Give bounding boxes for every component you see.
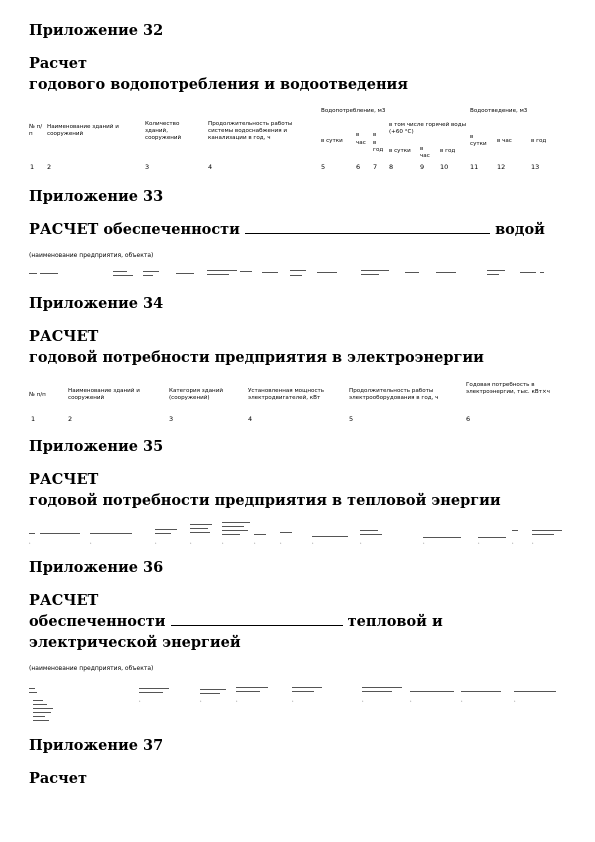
tiny-rule [190, 532, 210, 533]
num-5: 5 [321, 163, 326, 171]
tiny-rule [540, 272, 544, 273]
tiny-rule [139, 688, 169, 689]
tiny-rule [200, 689, 226, 690]
tiny-rule [33, 708, 53, 709]
appendix-35-title-line1: РАСЧЕТ [29, 471, 99, 488]
tiny-rule [461, 691, 501, 692]
appendix-34-title-line1: РАСЧЕТ [29, 328, 99, 345]
tiny-rule [29, 533, 35, 534]
tiny-rule [532, 534, 554, 535]
appendix-37-title-line1: Расчет [29, 770, 87, 787]
tiny-rule [236, 687, 268, 688]
col-hot-header: в том числе горячей воды (+60 °С) [389, 122, 467, 135]
num-9: 9 [420, 163, 425, 171]
num-3: 3 [169, 415, 174, 423]
tiny-rule [362, 687, 402, 688]
col-duration-header: Продолжительность работы системы водоснабжения и канализации в год, ч [208, 121, 293, 141]
tiny-num: • [222, 542, 224, 545]
col-header: № п/п [29, 392, 46, 398]
tiny-rule [29, 688, 35, 689]
tiny-rule [254, 534, 266, 535]
tiny-num: • [200, 700, 202, 703]
tiny-rule [532, 530, 562, 531]
tiny-rule [190, 524, 212, 525]
tiny-rule [360, 534, 382, 535]
appendix-33-title [29, 219, 545, 240]
tiny-rule [512, 530, 518, 531]
tiny-rule [113, 275, 133, 276]
appendix-36-title-post: тепловой и [347, 613, 443, 630]
num-6: 6 [356, 163, 361, 171]
col-header: Продолжительность работы электрооборудования в год, ч [349, 388, 439, 401]
tiny-rule [423, 537, 461, 538]
tiny-num: • [292, 700, 294, 703]
tiny-rule [200, 693, 220, 694]
num-10: 10 [440, 163, 449, 171]
tiny-rule [514, 691, 556, 692]
tiny-num: • [155, 542, 157, 545]
num-12: 12 [497, 163, 506, 171]
col-drain-header: Водоотведение, м3 [470, 108, 528, 114]
tiny-rule [190, 528, 208, 529]
tiny-rule [487, 270, 505, 271]
tiny-rule [155, 529, 177, 530]
tiny-rule [113, 271, 127, 272]
num-13: 13 [531, 163, 540, 171]
tiny-rule [362, 691, 392, 692]
tiny-rule [290, 275, 302, 276]
appendix-32-heading: Приложение 32 [29, 22, 164, 39]
tiny-num: • [362, 700, 364, 703]
tiny-rule [207, 274, 229, 275]
appendix-34-title-line2: годовой потребности предприятия в электроэнергии [29, 349, 484, 366]
tiny-rule [292, 687, 322, 688]
tiny-rule [361, 270, 389, 271]
tiny-rule [139, 692, 163, 693]
tiny-num: • [236, 700, 238, 703]
col-hot-hour: в час [420, 146, 430, 159]
num-11: 11 [470, 163, 479, 171]
num-5: 5 [349, 415, 354, 423]
tiny-rule [360, 530, 378, 531]
tiny-rule [33, 716, 45, 717]
tiny-rule [262, 272, 278, 273]
blank-line [171, 625, 343, 626]
tiny-rule [143, 271, 159, 272]
tiny-rule [478, 537, 506, 538]
tiny-num: • [410, 700, 412, 703]
tiny-num: • [532, 542, 534, 545]
col-name-header: Наименование зданий и сооружений [47, 124, 119, 137]
tiny-rule [410, 691, 454, 692]
appendix-37-heading: Приложение 37 [29, 737, 164, 754]
tiny-num: • [190, 542, 192, 545]
tiny-rule [222, 526, 244, 527]
appendix-33-caption: (наименование предприятия, объекта) [29, 252, 154, 259]
appendix-36-title-line2 [29, 611, 443, 632]
tiny-num: • [29, 542, 31, 545]
tiny-rule [29, 692, 37, 693]
appendix-35-heading: Приложение 35 [29, 438, 164, 455]
num-4: 4 [248, 415, 253, 423]
tiny-num: • [423, 542, 425, 545]
num-6: 6 [466, 415, 471, 423]
tiny-rule [240, 271, 252, 272]
tiny-num: • [280, 542, 282, 545]
tiny-num: • [360, 542, 362, 545]
appendix-36-heading: Приложение 36 [29, 559, 164, 576]
tiny-rule [222, 534, 240, 535]
tiny-rule [317, 272, 337, 273]
col-header: Установленная мощность электродвигателей, кВт [248, 388, 325, 401]
appendix-35-title-line2: годовой потребности предприятия в тепловой энергии [29, 492, 501, 509]
col-wu-hour: час [356, 140, 366, 146]
tiny-rule [176, 273, 194, 274]
col-hot-year: в год [440, 148, 456, 154]
tiny-rule [40, 533, 80, 534]
blank-line [245, 233, 490, 234]
tiny-num: • [90, 542, 92, 545]
appendix-32-title-line2: годового водопотребления и водоотведения [29, 76, 409, 93]
appendix-36-title-line3: электрической энергией [29, 634, 241, 651]
tiny-num: • [514, 700, 516, 703]
appendix-33-title-pre: РАСЧЕТ обеспеченности [29, 221, 240, 238]
appendix-36-title-pre: обеспеченности [29, 613, 166, 630]
tiny-rule [33, 712, 51, 713]
col-wu-day: в сутки [321, 138, 343, 144]
num-2: 2 [47, 163, 52, 171]
tiny-rule [405, 272, 419, 273]
appendix-36-caption: (наименование предприятия, объекта) [29, 665, 154, 672]
tiny-rule [143, 275, 153, 276]
tiny-rule [520, 272, 536, 273]
tiny-rule [487, 274, 499, 275]
appendix-34-heading: Приложение 34 [29, 295, 164, 312]
col-dr-hour: в час [497, 138, 512, 144]
tiny-num: • [512, 542, 514, 545]
num-1: 1 [31, 415, 36, 423]
col-dr-day: в сутки [470, 134, 487, 147]
tiny-rule [40, 273, 58, 274]
col-count-header: Количество зданий, сооружений [145, 121, 182, 141]
appendix-32-title-line1: Расчет [29, 55, 87, 72]
col-wu-hour-prefix: в [356, 132, 360, 138]
tiny-rule [33, 720, 49, 721]
num-7: 7 [373, 163, 378, 171]
col-header: Наименование зданий и сооружений [68, 388, 140, 401]
col-hot-day: в сутки [389, 148, 411, 154]
num-1: 1 [30, 163, 35, 171]
tiny-rule [33, 704, 47, 705]
tiny-num: • [312, 542, 314, 545]
tiny-rule [29, 273, 37, 274]
appendix-36-title-line1: РАСЧЕТ [29, 592, 99, 609]
tiny-rule [207, 270, 237, 271]
appendix-33-heading: Приложение 33 [29, 188, 164, 205]
col-header: Категория зданий (сооружений) [169, 388, 223, 401]
col-wu-extra: в [373, 132, 377, 138]
col-wu-year: в год [373, 140, 384, 153]
tiny-rule [312, 536, 348, 537]
tiny-rule [222, 522, 250, 523]
tiny-rule [90, 533, 132, 534]
tiny-rule [222, 530, 248, 531]
tiny-rule [280, 532, 292, 533]
tiny-rule [361, 274, 379, 275]
tiny-rule [436, 272, 456, 273]
tiny-num: • [254, 542, 256, 545]
col-dr-year: в год [531, 138, 547, 144]
tiny-rule [236, 691, 260, 692]
tiny-num: • [139, 700, 141, 703]
col-header: Годовая потребность в электроэнергии, тыс. кВт×ч [466, 382, 550, 395]
num-4: 4 [208, 163, 213, 171]
tiny-rule [290, 270, 306, 271]
tiny-rule [33, 700, 43, 701]
tiny-num: • [478, 542, 480, 545]
col-water-use-header: Водопотребление, м3 [321, 108, 386, 114]
tiny-num: • [461, 700, 463, 703]
num-8: 8 [389, 163, 394, 171]
appendix-33-title-post: водой [495, 221, 545, 238]
num-2: 2 [68, 415, 73, 423]
col-no-header: № п/п [29, 124, 43, 137]
tiny-rule [155, 533, 171, 534]
num-3: 3 [145, 163, 150, 171]
tiny-rule [292, 691, 314, 692]
